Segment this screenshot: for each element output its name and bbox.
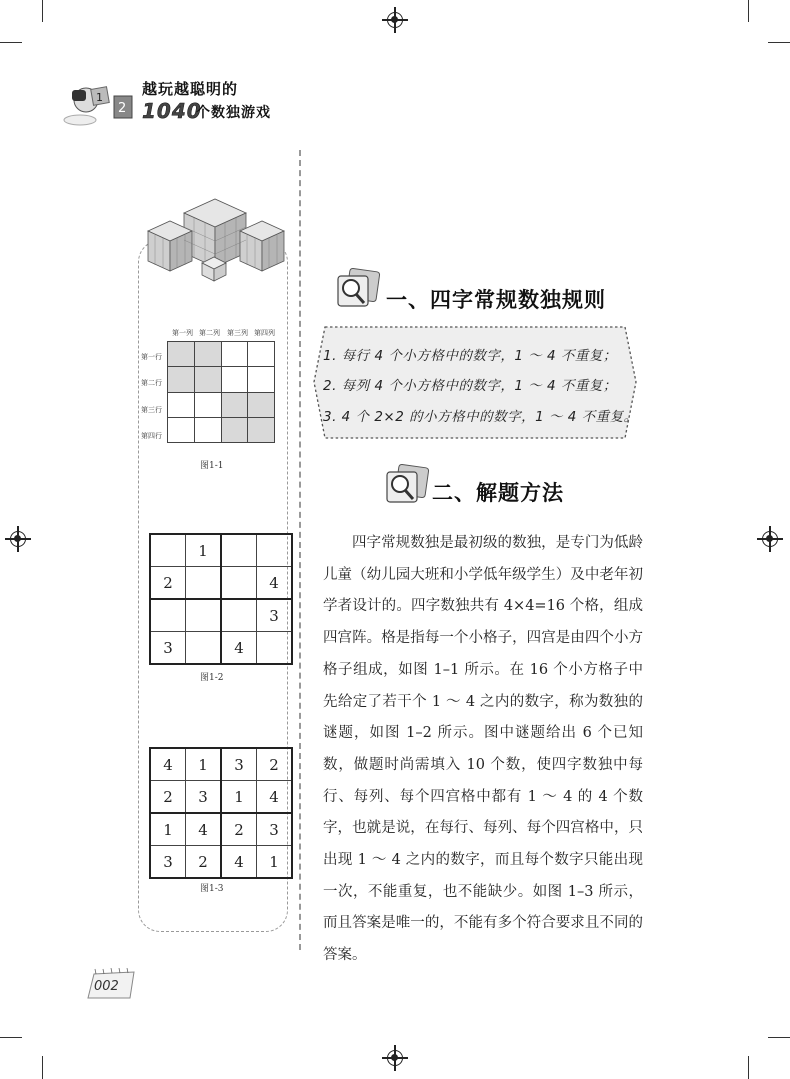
page-number: 002 (94, 979, 119, 994)
section-badge-icon (334, 266, 382, 312)
sudoku-cubes-illustration (140, 185, 290, 285)
header-number: 1040 (142, 99, 202, 123)
grid-cell: 4 (257, 781, 293, 814)
row-label: 第四行 (141, 432, 162, 440)
grid-cell (150, 599, 186, 632)
rule-item: 1. 每行 4 个小方格中的数字，1 ～ 4 不重复； (323, 348, 617, 364)
grid-cell: 1 (221, 781, 257, 814)
section-title-rules: 一、四字常规数独规则 (386, 288, 606, 312)
deco-digit-2: 2 (118, 101, 127, 116)
registration-mark-icon (10, 531, 26, 547)
header-logo-icon (60, 76, 140, 128)
grid-cell: 4 (150, 748, 186, 781)
section-title-method: 二、解题方法 (432, 481, 564, 505)
rule-item: 2. 每列 4 个小方格中的数字，1 ～ 4 不重复； (323, 378, 617, 394)
grid-cell (221, 599, 257, 632)
crop-mark (42, 1056, 43, 1079)
crop-mark (748, 0, 749, 22)
grid-cell: 3 (186, 781, 222, 814)
grid-cell: 3 (257, 813, 293, 846)
sudoku-answer-grid (149, 747, 293, 879)
grid-cell: 2 (150, 567, 186, 600)
grid-cell: 3 (221, 748, 257, 781)
row-label: 第一行 (141, 353, 162, 361)
grid-cell: 2 (150, 781, 186, 814)
figure-caption: 图1-1 (200, 461, 224, 471)
crop-mark (748, 1056, 749, 1079)
sudoku-puzzle-grid (149, 533, 293, 665)
grid-cell (150, 534, 186, 567)
grid-cell: 4 (221, 632, 257, 665)
column-label: 第一列 (172, 329, 193, 337)
grid-cell: 4 (221, 846, 257, 879)
registration-mark-icon (387, 1050, 403, 1066)
section-badge-icon (383, 462, 431, 508)
grid-cell (186, 567, 222, 600)
crop-mark (768, 42, 790, 43)
grid-cell: 1 (257, 846, 293, 879)
grid-cell: 2 (186, 846, 222, 879)
grid-cell (186, 632, 222, 665)
grid-cell: 4 (186, 813, 222, 846)
row-label: 第三行 (141, 406, 162, 414)
grid-cell: 3 (257, 599, 293, 632)
header-title-line2: 个数独游戏 (196, 105, 271, 121)
grid-cell: 1 (186, 748, 222, 781)
grid-cell (257, 632, 293, 665)
column-divider (299, 150, 301, 950)
header-title-line1: 越玩越聪明的 (142, 80, 239, 98)
figure-caption: 图1-3 (200, 884, 224, 894)
grid-cell: 1 (150, 813, 186, 846)
grid-cell: 3 (150, 846, 186, 879)
grid-cell (257, 534, 293, 567)
registration-mark-icon (387, 12, 403, 28)
paragraph-text: 四字常规数独是最初级的数独，是专门为低龄儿童（幼儿园大班和小学低年级学生）及中老年初学者设计的。四字数独共有 4×4=16 个格，组成四宫阵。格是指每一个小格子，四宫是由四个小方格子组成，如图 1–1 所示。在 16 个小方格子中先给定了若干个 1 ～ 4 之内的数字，称为数独的谜题，如图 1–2 所示。图中谜题给出 6 个已知数，做题时尚需填入 10 个数，使四字数独中每行、每列、每个四宫格中都有 1 ～ 4 的 4 个数字，也就是说，在每行、每列、每个四宫格中，只出现 1 ～ 4 之内的数字，而且每个数字只能出现一次，不能重复，也不能缺少。如图 1–3 所示，而且答案是唯一的，不能有多个符合要求且不同的答案。 (323, 535, 643, 964)
crop-mark (0, 1037, 22, 1038)
grid-figure-1-1 (167, 341, 275, 443)
column-label: 第三列 (227, 329, 248, 337)
grid-cell: 1 (186, 534, 222, 567)
column-label: 第四列 (254, 329, 275, 337)
grid-cell (221, 567, 257, 600)
registration-mark-icon (762, 531, 778, 547)
method-paragraph (323, 528, 643, 972)
deco-digit-1: 1 (96, 91, 103, 104)
crop-mark (768, 1037, 790, 1038)
rule-item: 3. 4 个 2×2 的小方格中的数字，1 ～ 4 不重复。 (323, 409, 638, 425)
row-label: 第二行 (141, 379, 162, 387)
grid-cell (221, 534, 257, 567)
crop-mark (0, 42, 22, 43)
grid-cell (186, 599, 222, 632)
crop-mark (42, 0, 43, 22)
column-label: 第二列 (199, 329, 220, 337)
figure-caption: 图1-2 (200, 673, 224, 683)
grid-cell: 3 (150, 632, 186, 665)
grid-cell: 2 (257, 748, 293, 781)
grid-cell: 4 (257, 567, 293, 600)
grid-cell: 2 (221, 813, 257, 846)
